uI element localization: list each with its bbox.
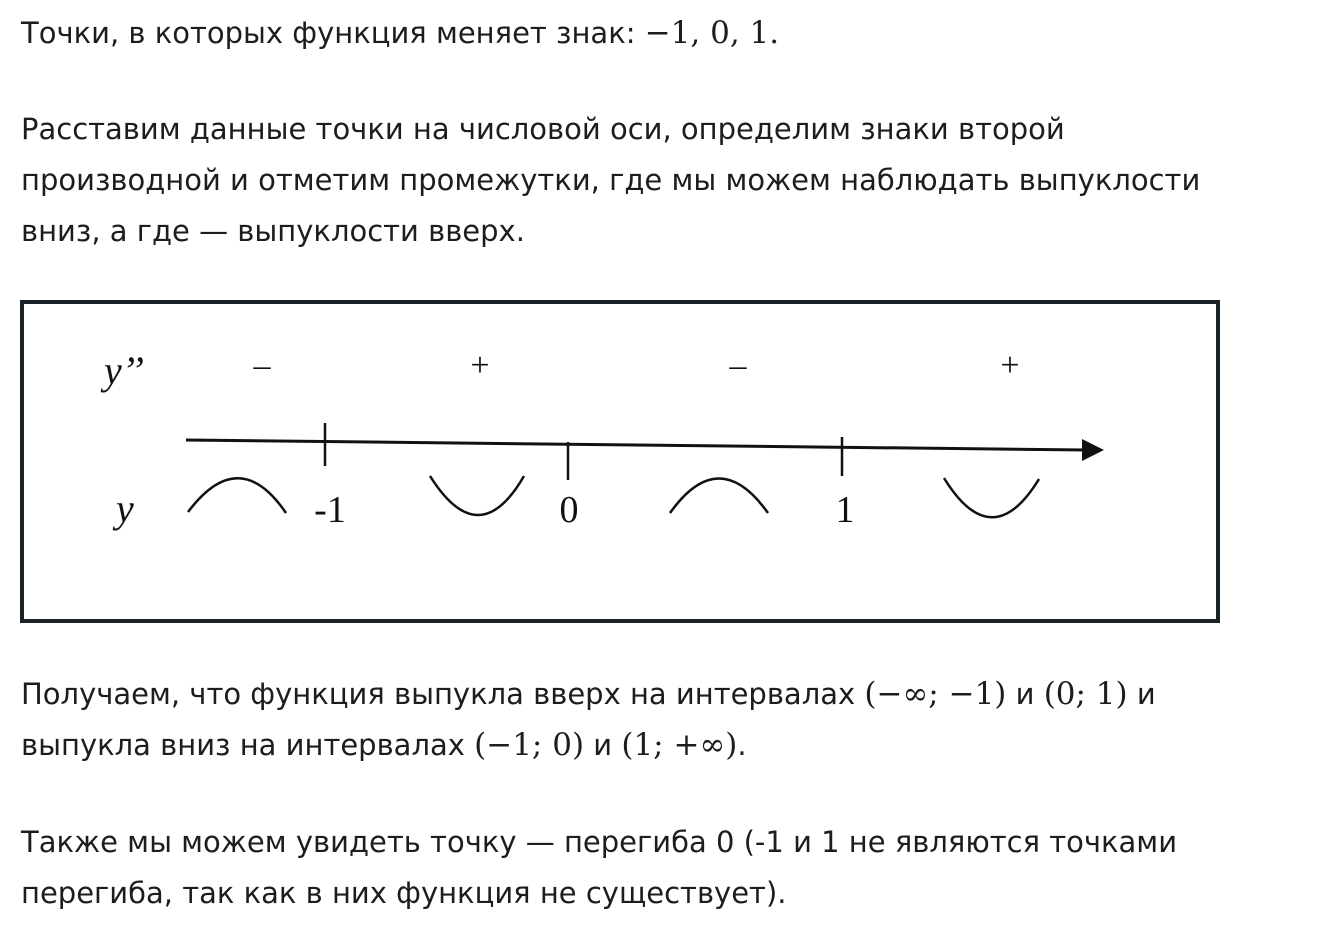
number-axis-line — [186, 440, 1086, 450]
convex-up-arc-2 — [670, 479, 768, 514]
function-label: y — [116, 486, 134, 531]
conclusion-line-1 — [21, 669, 1156, 720]
inflection-line-1: Также мы можем увидеть точку — перегиба 0 (-1 и 1 не являются точками — [21, 825, 1178, 859]
sign-change-points-label: Точки, в которых функция меняет знак: — [21, 16, 645, 50]
conclusion-and-2: и — [1127, 677, 1156, 711]
interval-convex-down-2: (1; +∞) — [621, 727, 738, 763]
point-label-zero: 0 — [559, 489, 579, 531]
sign-interval-3: – — [729, 347, 747, 384]
sign-interval-4: + — [1000, 347, 1020, 384]
number-line-diagram — [20, 300, 1220, 623]
conclusion-period: . — [737, 728, 747, 762]
conclusion-text-2: выпукла вниз на интервалах — [21, 728, 475, 762]
point-label-minus-one: -1 — [314, 489, 346, 531]
sign-change-points-values: −1, 0, 1. — [644, 15, 780, 51]
conclusion-line-2 — [21, 720, 747, 771]
conclusion-and-1: и — [1006, 677, 1044, 711]
conclusion-text-1: Получаем, что функция выпукла вверх на интервалах — [21, 677, 865, 711]
instruction-line-3: вниз, а где — выпуклости вверх. — [21, 214, 525, 248]
conclusion-and-3: и — [584, 728, 622, 762]
sign-interval-2: + — [470, 347, 490, 384]
convex-down-arc-1 — [430, 476, 524, 515]
instruction-line-2: производной и отметим промежутки, где мы можем наблюдать выпуклости — [21, 163, 1201, 197]
interval-convex-up-2: (0; 1) — [1043, 676, 1128, 712]
sign-change-points-text — [21, 8, 779, 59]
interval-convex-up-1: (−∞; −1) — [864, 676, 1007, 712]
interval-convex-down-1: (−1; 0) — [474, 727, 585, 763]
convex-down-arc-2 — [944, 478, 1039, 517]
number-line-svg — [24, 304, 1216, 619]
point-label-one: 1 — [835, 489, 855, 531]
instruction-line-1: Расставим данные точки на числовой оси, определим знаки второй — [21, 112, 1065, 146]
axis-arrow-head — [1082, 439, 1104, 461]
second-derivative-label: y’’ — [104, 348, 144, 393]
inflection-line-2: перегиба, так как в них функция не существует). — [21, 876, 787, 910]
sign-interval-1: – — [253, 347, 271, 384]
convex-up-arc-1 — [188, 478, 286, 513]
